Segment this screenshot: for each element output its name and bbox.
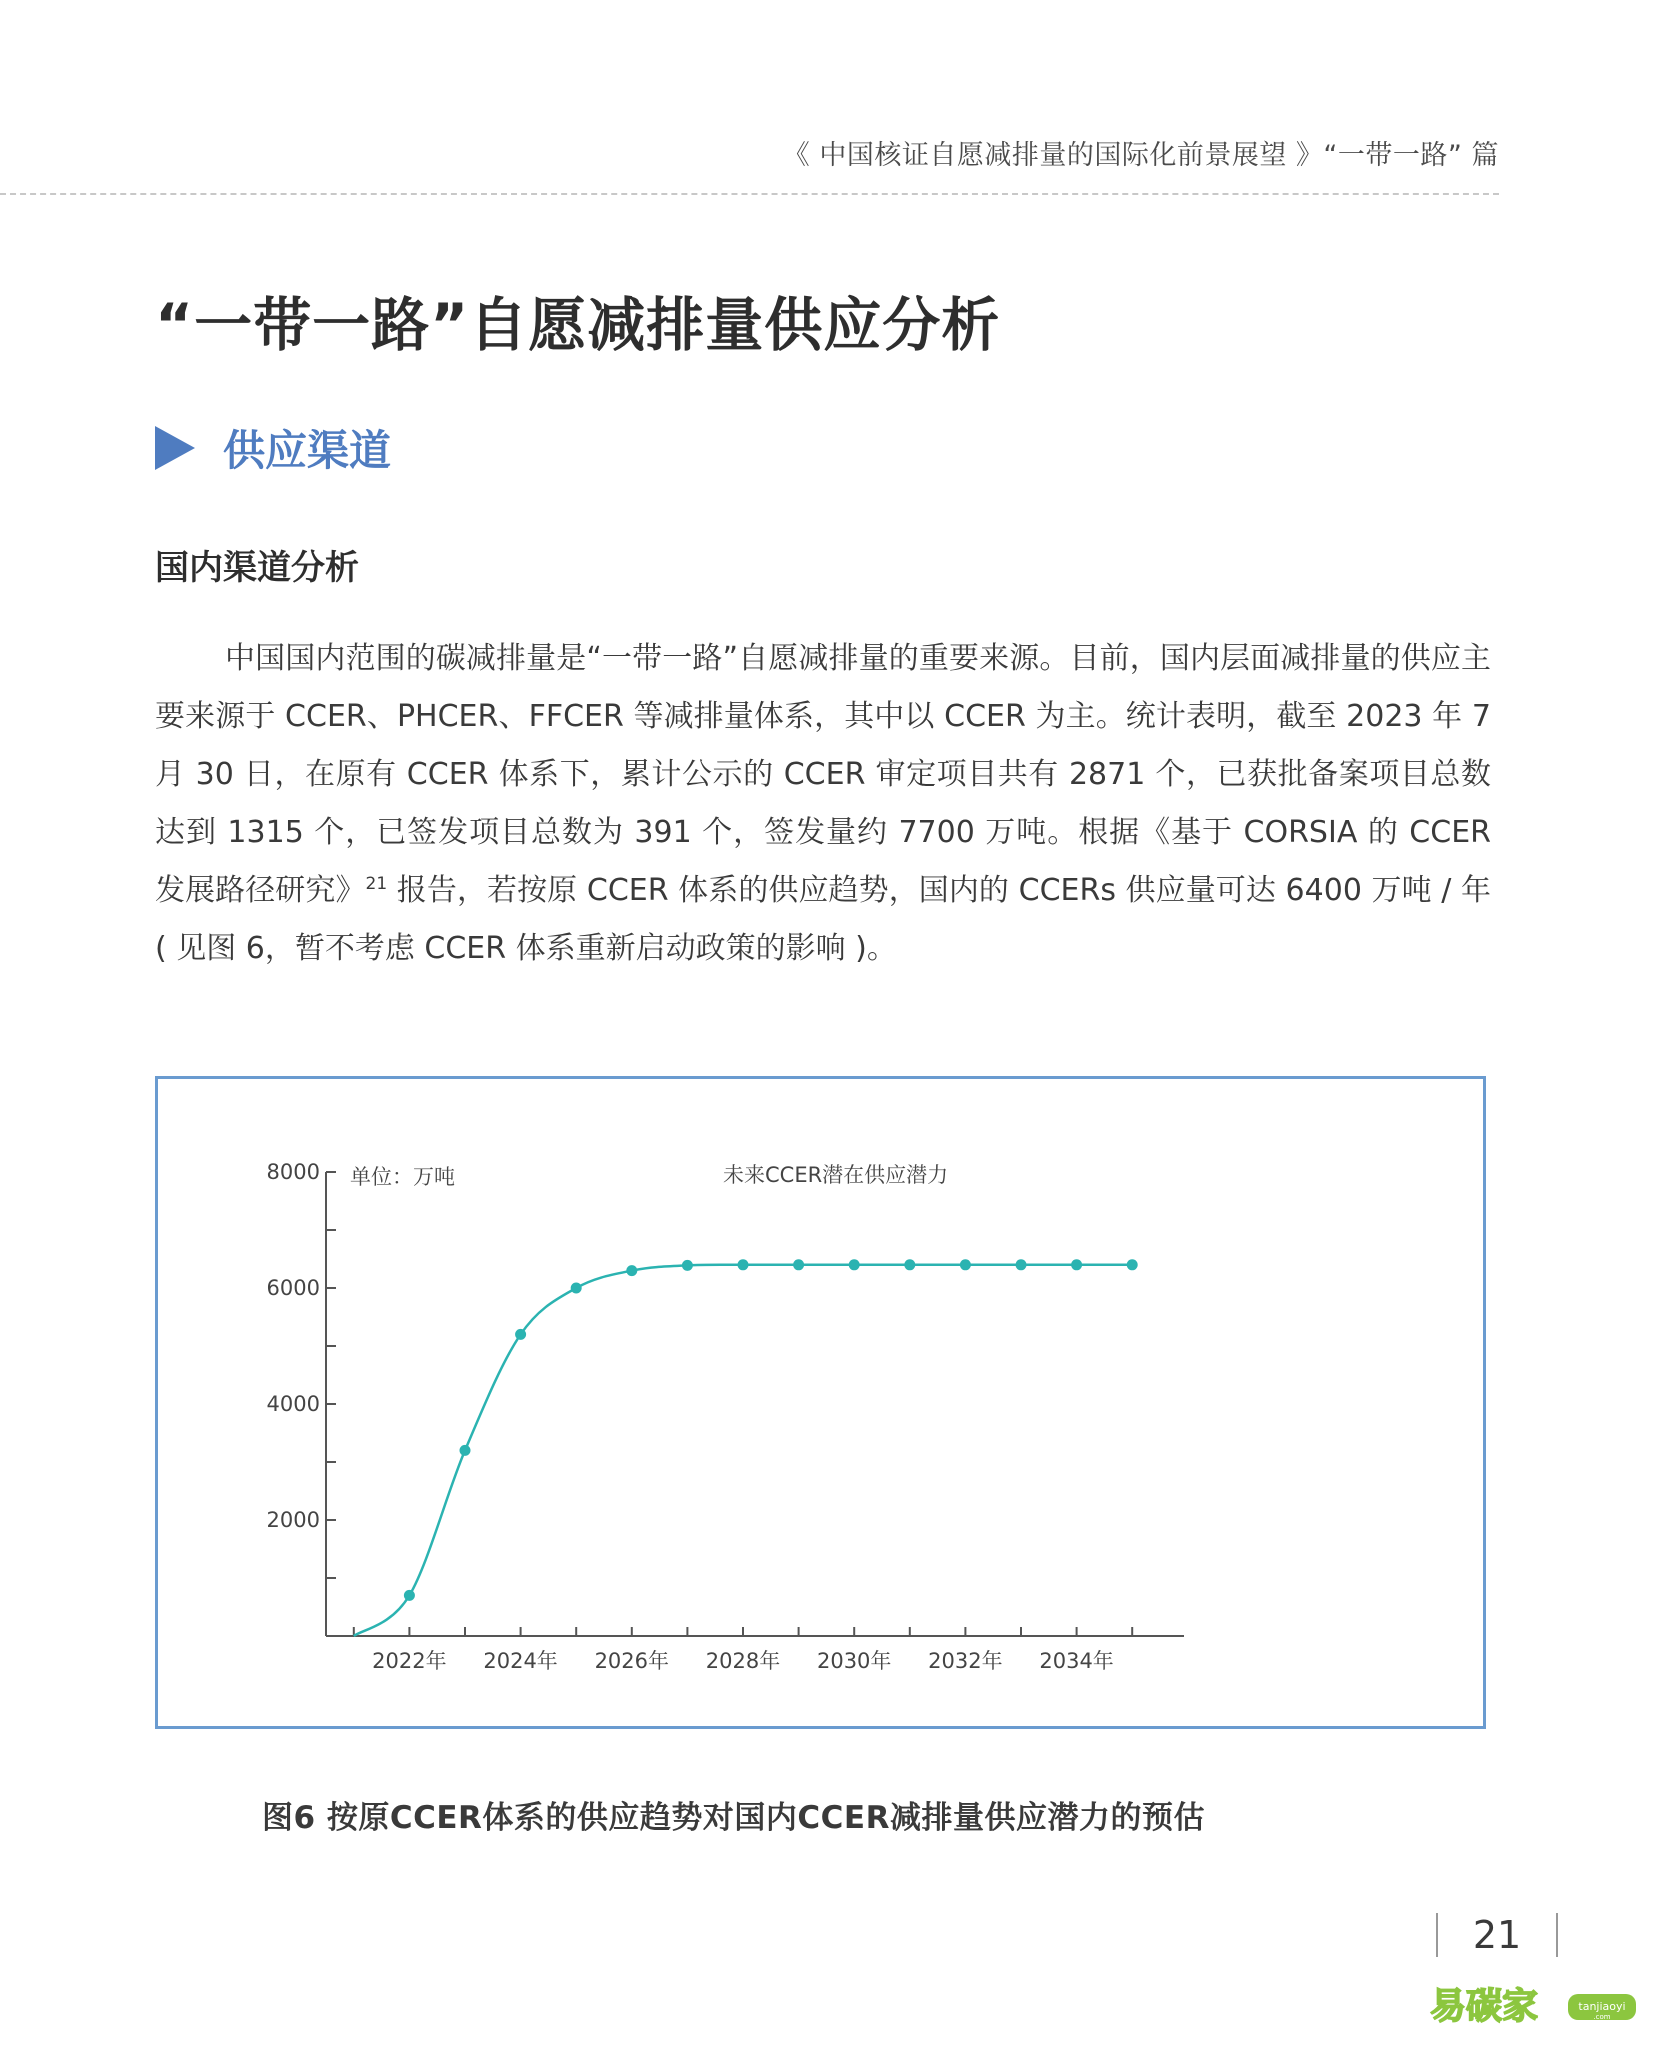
data-point <box>904 1259 915 1270</box>
data-point <box>571 1283 582 1294</box>
data-point <box>960 1259 971 1270</box>
data-point <box>1071 1259 1082 1270</box>
running-header: 《 中国核证自愿减排量的国际化前景展望 》“一带一路” 篇 <box>782 140 1499 171</box>
x-tick-label: 2022年 <box>372 1649 447 1673</box>
series-line <box>354 1265 1132 1636</box>
unit-label: 单位：万吨 <box>350 1165 455 1189</box>
x-tick-label: 2034年 <box>1039 1649 1114 1673</box>
paragraph-text: 中国国内范围的碳减排量是“一带一路”自愿减排量的重要来源。目前，国内层面减排量的供应主要来源于 CCER、PHCER、FFCER 等减排量体系，其中以 CCER 为主。统计表明，截至 2023 年 7 月 30 日，在原有 CCER 体系下，累计公示的 CCER 审定项目共有 2871 个，已获批备案项目总数达到 1315 个，已签发项目总数为 391 个，签发量约 7700 万吨。根据《基于 CORSIA 的 CCER 发展路径研究》 <box>155 641 1491 908</box>
x-tick-label: 2030年 <box>816 1649 892 1673</box>
page-number: 21 <box>1436 1913 1558 1957</box>
y-tick-label: 4000 <box>266 1392 320 1416</box>
x-tick-label: 2032年 <box>928 1649 1003 1673</box>
watermark-logo <box>1428 1978 1640 2028</box>
chart-title: 未来CCER潜在供应潜力 <box>723 1163 949 1187</box>
data-point <box>682 1260 693 1271</box>
chapter-title: “一带一路”自愿减排量供应分析 <box>155 291 1001 359</box>
paragraph-text-continued: 报告，若按原 CCER 体系的供应趋势，国内的 CCERs 供应量可达 6400 万吨 / 年 ( 见图 6，暂不考虑 CCER 体系重新启动政策的影响 )。 <box>155 873 1491 966</box>
data-point <box>1127 1259 1138 1270</box>
section-heading-label: 供应渠道 <box>223 426 392 475</box>
data-point <box>626 1265 637 1276</box>
triangle-bullet-icon <box>155 426 195 470</box>
x-tick-label: 2026年 <box>594 1649 670 1673</box>
x-tick-label: 2024年 <box>483 1649 558 1673</box>
figure-caption: 图6 按原CCER体系的供应趋势对国内CCER减排量供应潜力的预估 <box>262 1800 1205 1836</box>
figure-frame <box>155 1076 1486 1729</box>
section-heading <box>155 418 391 478</box>
reference-number[interactable]: 21 <box>365 874 388 894</box>
supply-line-chart <box>158 1079 1483 1726</box>
y-tick-label: 8000 <box>266 1160 320 1184</box>
data-point <box>1016 1259 1027 1270</box>
y-tick-label: 6000 <box>266 1276 320 1300</box>
data-point <box>849 1259 860 1270</box>
data-point <box>793 1259 804 1270</box>
y-tick-label: 2000 <box>266 1508 320 1532</box>
data-point <box>460 1445 471 1456</box>
watermark-text: 易碳家 <box>1430 1986 1539 2027</box>
watermark-url: tanjiaoyi <box>1578 2000 1626 2013</box>
data-point <box>404 1590 415 1601</box>
x-tick-label: 2028年 <box>705 1649 781 1673</box>
watermark-url-suffix: .com <box>1593 2013 1611 2021</box>
header-divider <box>0 193 1499 195</box>
sub-heading: 国内渠道分析 <box>155 548 359 588</box>
data-point <box>515 1329 526 1340</box>
data-point <box>738 1259 749 1270</box>
body-paragraph <box>155 630 1491 978</box>
